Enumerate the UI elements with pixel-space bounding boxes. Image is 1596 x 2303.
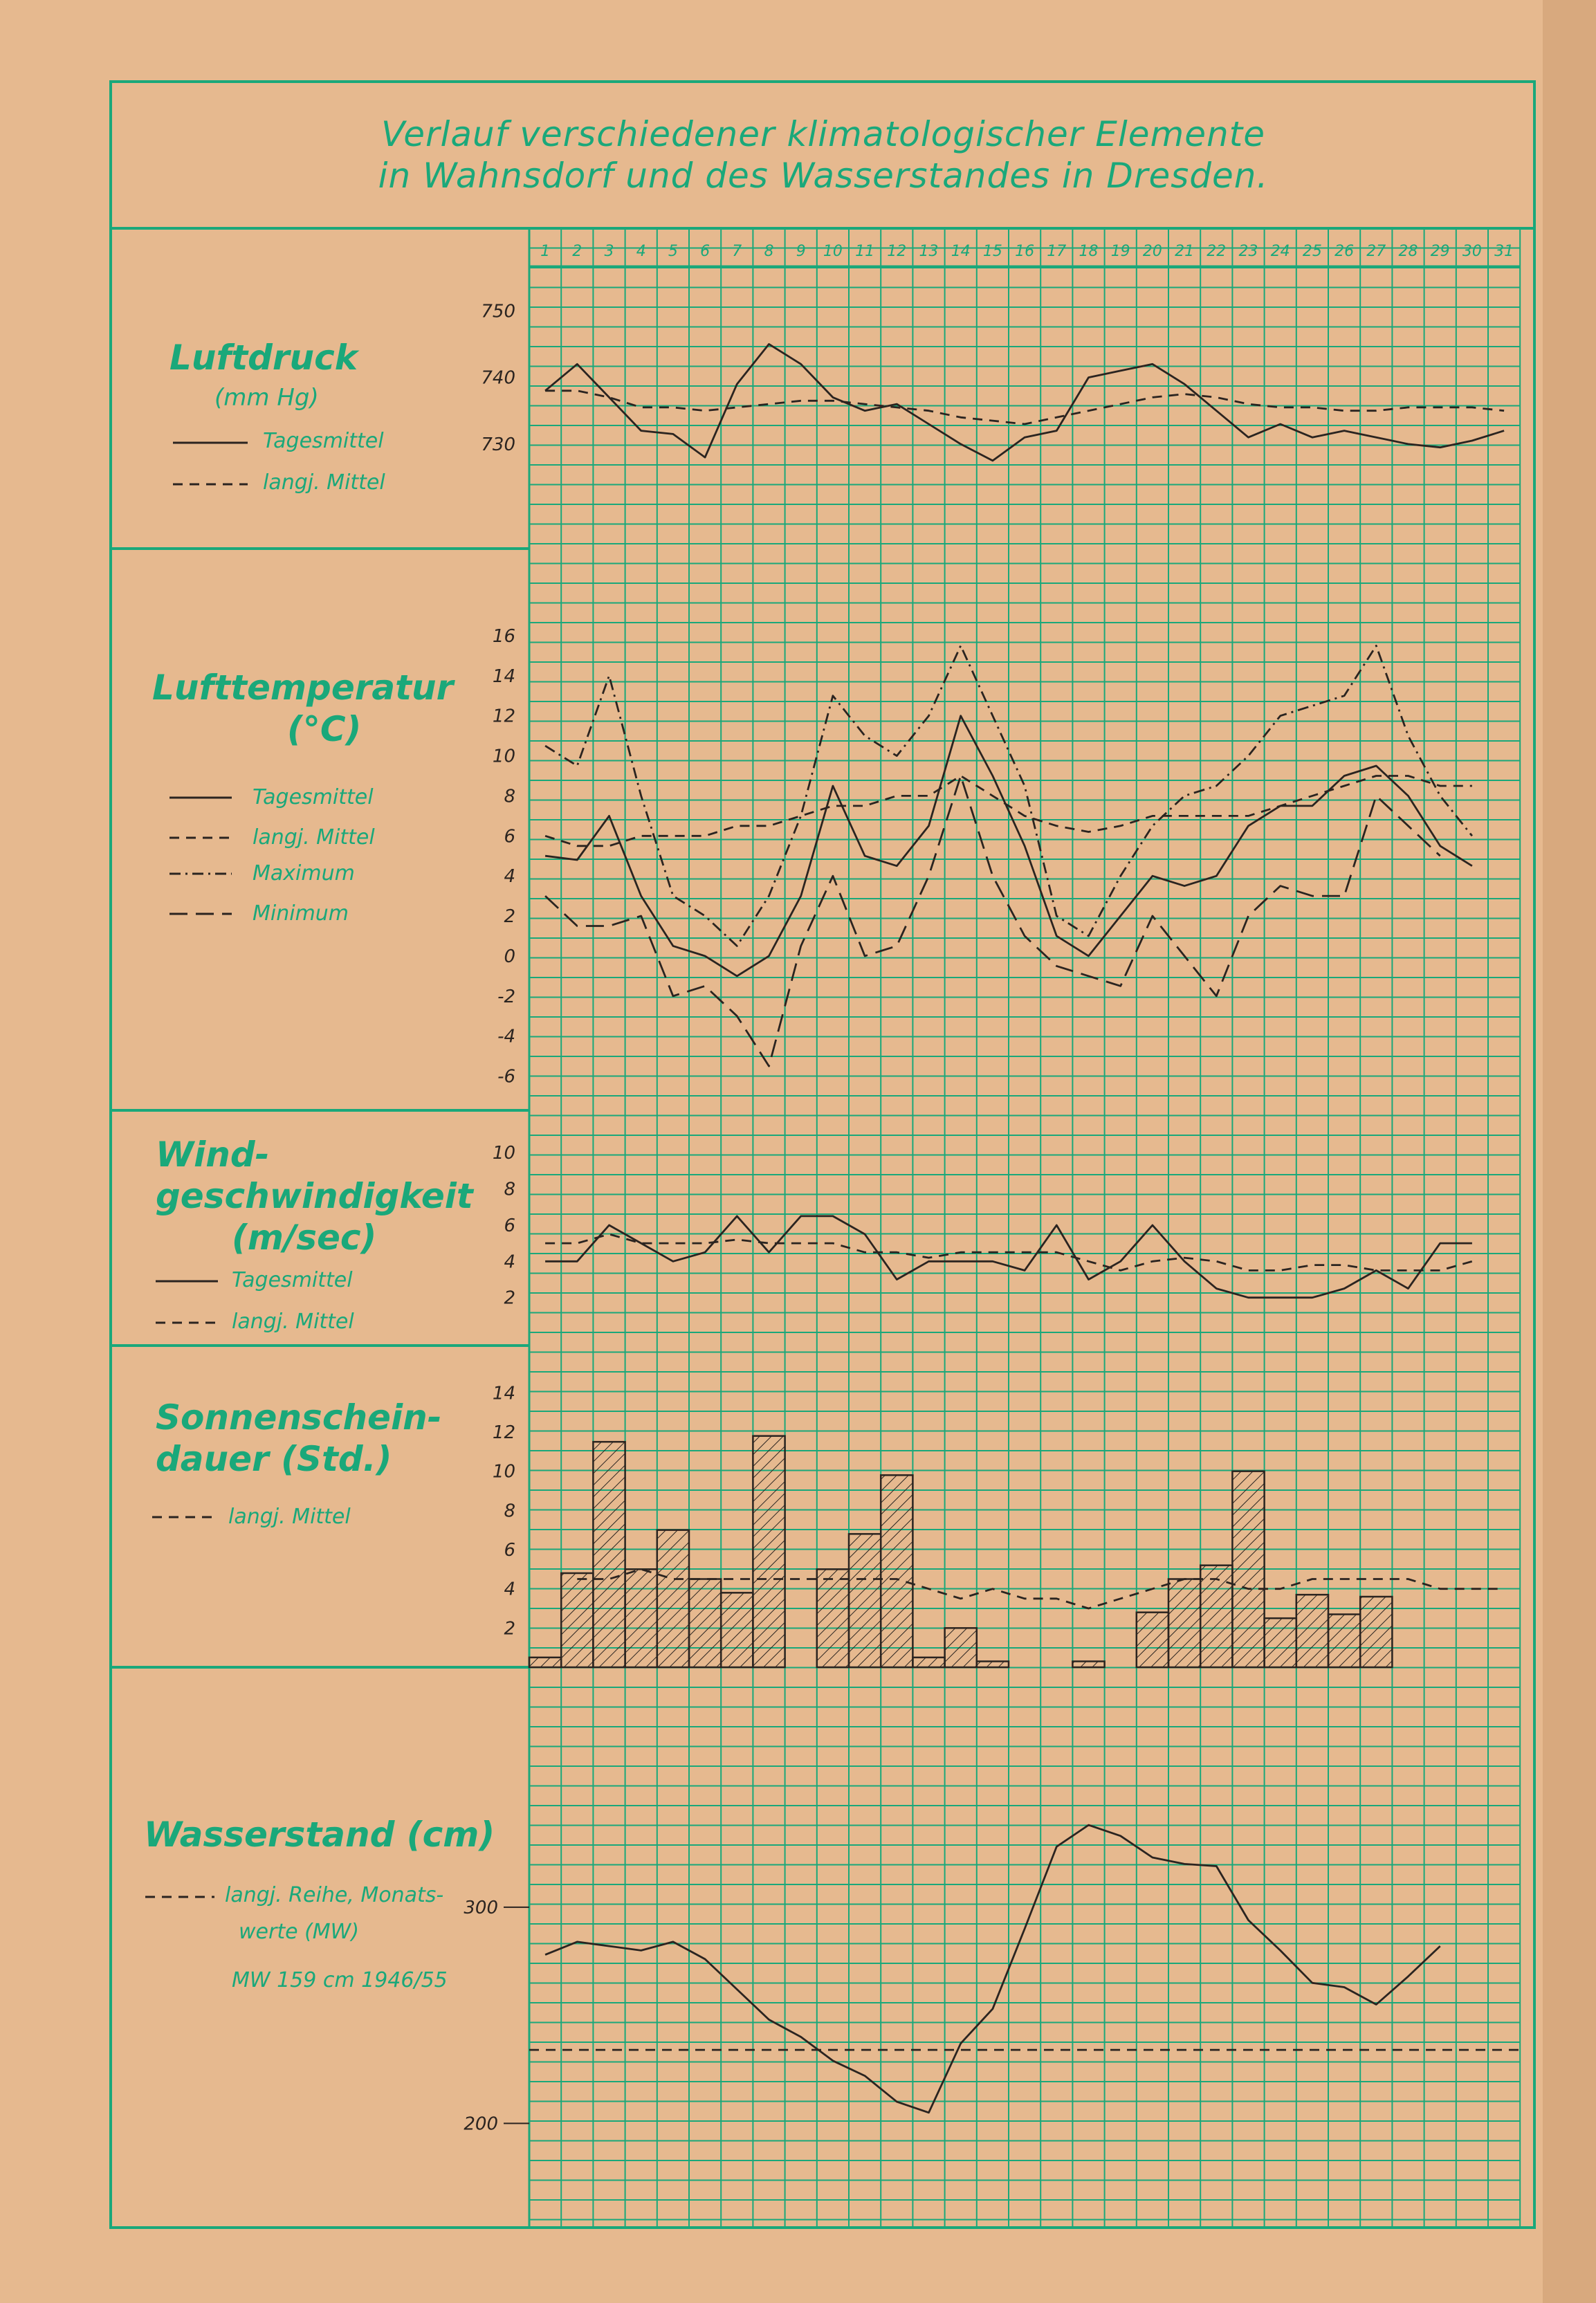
legend-wasserstand-reihe-1: langj. Reihe, Monats-: [225, 1883, 444, 1907]
day-number-label: 30: [1462, 243, 1482, 260]
y-tick-label: 200: [464, 2113, 498, 2135]
day-number-label: 10: [823, 243, 843, 260]
day-number-label: 7: [732, 243, 742, 260]
y-tick-label: 12: [492, 706, 515, 727]
sunshine-bar: [529, 1658, 561, 1667]
y-tick-label: 8: [504, 1501, 515, 1522]
day-number-label: 18: [1079, 243, 1099, 260]
legend-wind-tagesmittel: Tagesmittel: [232, 1268, 353, 1292]
legend-temp-minimum: Minimum: [253, 901, 349, 926]
panel-sonnenschein-title-2: dauer (Std.): [156, 1439, 392, 1479]
sunshine-bar: [657, 1530, 689, 1667]
sunshine-bar: [1328, 1615, 1360, 1668]
day-number-label: 12: [887, 243, 907, 260]
day-number-label: 23: [1238, 243, 1258, 260]
y-tick-label: -2: [497, 986, 515, 1007]
day-number-label: 21: [1175, 243, 1195, 260]
day-number-label: 31: [1494, 243, 1514, 260]
sunshine-bar: [881, 1475, 912, 1667]
legend-temp-langj-mittel: langj. Mittel: [253, 825, 375, 850]
y-tick-label: 4: [504, 1579, 515, 1600]
y-tick-label: -6: [497, 1066, 515, 1088]
day-number-label: 24: [1270, 243, 1290, 260]
sunshine-bar: [753, 1436, 785, 1667]
y-tick-label: 8: [504, 786, 515, 807]
y-tick-label: 6: [504, 1215, 515, 1236]
day-number-label: 29: [1430, 243, 1450, 260]
legend-sonnenschein-langj-mittel: langj. Mittel: [228, 1505, 351, 1529]
day-number-label: 28: [1398, 243, 1418, 260]
y-tick-label: 0: [504, 946, 515, 967]
panel-wind-title-2: geschwindigkeit: [156, 1176, 473, 1216]
sunshine-bar: [1360, 1597, 1392, 1667]
legend-luftdruck-tagesmittel: Tagesmittel: [263, 429, 384, 453]
day-number-label: 17: [1047, 243, 1067, 260]
legend-wind-langj-mittel: langj. Mittel: [232, 1310, 354, 1334]
y-tick-label: 4: [504, 866, 515, 888]
y-tick-label: 6: [504, 826, 515, 847]
day-number-label: 5: [668, 243, 678, 260]
y-tick-label: 8: [504, 1179, 515, 1200]
sunshine-bar: [1137, 1613, 1168, 1667]
panel-lufttemperatur-unit: (°C): [287, 709, 362, 749]
panel-wasserstand-title: Wasserstand (cm): [144, 1815, 495, 1855]
y-tick-label: 300: [464, 1897, 498, 1918]
y-tick-label: 16: [492, 625, 515, 647]
y-tick-label: 730: [481, 434, 515, 455]
sunshine-bar: [977, 1662, 1009, 1668]
day-number-label: 3: [604, 243, 614, 260]
day-number-label: 25: [1302, 243, 1322, 260]
day-number-label: 26: [1334, 243, 1355, 260]
day-number-label: 22: [1207, 243, 1227, 260]
sunshine-bar: [817, 1569, 849, 1667]
y-tick-label: 740: [481, 367, 515, 389]
y-tick-label: 14: [492, 666, 515, 687]
day-number-label: 27: [1366, 243, 1386, 260]
y-tick-label: 4: [504, 1251, 515, 1273]
legend-wasserstand-reihe-2: werte (MW): [239, 1920, 360, 1944]
y-tick-label: 14: [492, 1383, 515, 1404]
panel-wind-title-1: Wind-: [156, 1135, 270, 1175]
panel-luftdruck-unit: (mm Hg): [214, 384, 319, 412]
y-tick-label: -4: [497, 1026, 515, 1047]
panel-lufttemperatur-title: Lufttemperatur: [152, 668, 454, 708]
day-number-label: 14: [951, 243, 971, 260]
chart-title-line-2: in Wahnsdorf und des Wasserstandes in Dresden.: [378, 156, 1269, 196]
sunshine-bar: [593, 1442, 625, 1667]
day-number-label: 13: [919, 243, 939, 260]
sunshine-bar: [1265, 1618, 1296, 1667]
day-number-label: 20: [1142, 243, 1162, 260]
sunshine-bar: [561, 1573, 593, 1667]
day-number-label: 1: [540, 243, 551, 260]
y-tick-label: 2: [504, 1618, 515, 1640]
y-tick-label: 6: [504, 1540, 515, 1561]
y-tick-label: 750: [481, 301, 515, 322]
day-number-label: 8: [764, 243, 774, 260]
wasserstand-mw-note: MW 159 cm 1946/55: [232, 1968, 448, 1992]
sunshine-bar: [721, 1593, 753, 1667]
legend-luftdruck-langj-mittel: langj. Mittel: [263, 470, 385, 495]
y-tick-label: 10: [492, 1461, 515, 1483]
sunshine-bar: [1296, 1595, 1328, 1667]
y-tick-label: 10: [492, 746, 515, 767]
y-tick-label: 10: [492, 1143, 515, 1164]
sunshine-bar: [912, 1658, 944, 1667]
legend-temp-tagesmittel: Tagesmittel: [253, 785, 374, 809]
sunshine-bar: [689, 1579, 721, 1668]
panel-wind-unit: (m/sec): [232, 1218, 377, 1258]
day-number-label: 15: [982, 243, 1002, 260]
y-tick-label: 2: [504, 1287, 515, 1309]
sunshine-bar: [849, 1534, 881, 1667]
panel-luftdruck-title: Luftdruck: [169, 338, 358, 378]
chart-title-line-1: Verlauf verschiedener klimatologischer Elemente: [380, 114, 1266, 154]
legend-temp-maximum: Maximum: [253, 861, 355, 886]
day-number-label: 11: [855, 243, 875, 260]
y-tick-label: 12: [492, 1422, 515, 1443]
day-number-label: 4: [636, 243, 646, 260]
day-number-label: 9: [796, 243, 806, 260]
page-edge: [1543, 0, 1596, 2303]
day-number-label: 19: [1110, 243, 1130, 260]
sunshine-bar: [1232, 1471, 1264, 1667]
sunshine-bar: [1072, 1662, 1104, 1668]
day-number-label: 2: [572, 243, 583, 260]
day-number-label: 6: [700, 243, 710, 260]
sunshine-bar: [945, 1628, 977, 1667]
sunshine-bar: [1200, 1566, 1232, 1667]
day-number-label: 16: [1015, 243, 1035, 260]
y-tick-label: 2: [504, 906, 515, 928]
sunshine-bar: [1168, 1579, 1200, 1668]
panel-sonnenschein-title-1: Sonnenschein-: [156, 1397, 442, 1438]
sunshine-bar: [625, 1569, 657, 1667]
